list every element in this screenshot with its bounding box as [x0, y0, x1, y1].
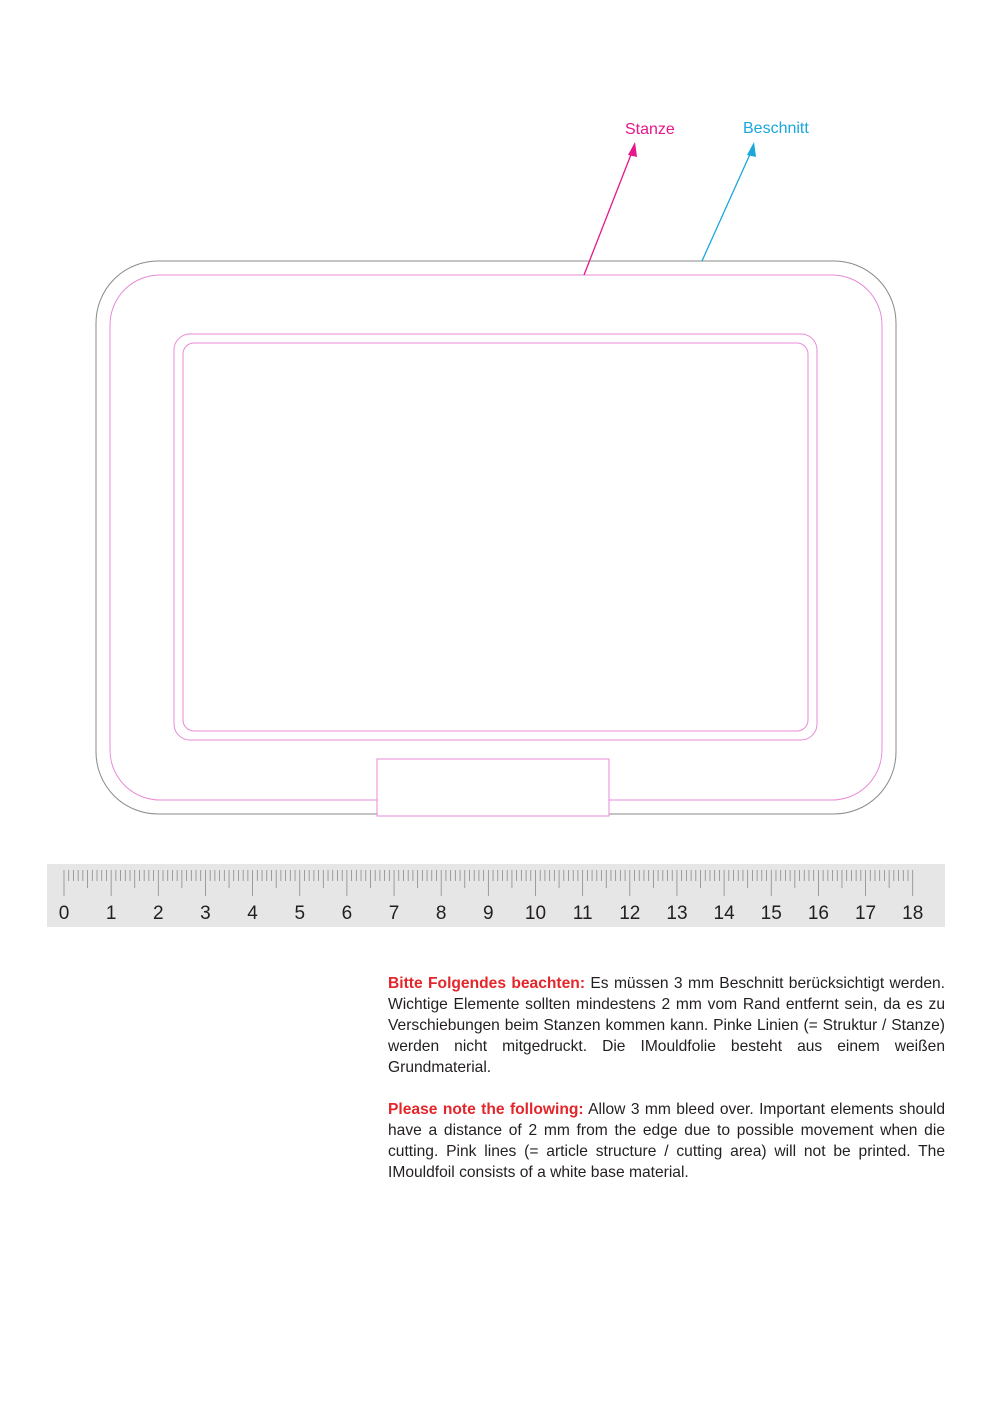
die-cut-outline [110, 275, 882, 800]
note-english-body: Allow 3 mm bleed over. Important elements should have a distance of 2 mm from the edge due to possible movement when die cutting. Pink lines (= article structure / cutting area) will not be printed. The IMouldfoil consists of a white base material. [388, 1101, 945, 1181]
ruler-number: 18 [902, 903, 924, 924]
ruler-number: 17 [854, 903, 877, 924]
ruler-number: 14 [713, 903, 735, 924]
beschnitt-arrow-line [702, 152, 751, 261]
inner-structure-outer [174, 334, 817, 740]
ruler-number: 0 [58, 903, 70, 924]
ruler-number: 9 [483, 903, 494, 924]
ruler-number: 5 [294, 903, 306, 924]
ruler-number: 12 [619, 903, 641, 924]
ruler-number: 3 [200, 903, 211, 924]
ruler-number: 1 [105, 903, 117, 924]
ruler-number: 10 [524, 903, 547, 924]
stanze-arrowhead [628, 142, 637, 157]
note-german [388, 973, 945, 1078]
ruler-scale [47, 864, 945, 927]
stanze-arrow-line [584, 152, 632, 275]
ruler-number: 11 [572, 903, 593, 924]
note-german-lead: Bitte Folgendes beachten: [388, 975, 586, 992]
ruler-number: 7 [388, 903, 400, 924]
ruler-number: 15 [760, 903, 782, 924]
inner-structure-inner [183, 343, 808, 731]
note-english [388, 1099, 945, 1183]
ruler-number: 2 [153, 903, 164, 924]
ruler-number: 8 [435, 903, 447, 924]
bottom-tab [377, 759, 609, 816]
ruler-number: 6 [341, 903, 353, 924]
ruler-number: 4 [247, 903, 258, 924]
ruler [47, 864, 945, 927]
note-german-body: Es müssen 3 mm Beschnitt berücksichtigt werden. Wichtige Elemente sollten mindestens 2 mm vom Rand entfernt sein, da es zu Verschiebungen beim Stanzen kommen kann. Pinke Linien (= Struktur / Stanze) werden nicht mitgedruckt. Die IMouldfolie besteht aus einem weißen Grundmaterial. [388, 975, 945, 1076]
stanze-label: Stanze [625, 121, 675, 138]
beschnitt-arrowhead [747, 142, 756, 157]
note-english-lead: Please note the following: [388, 1101, 584, 1118]
ruler-number: 16 [807, 903, 829, 924]
beschnitt-label: Beschnitt [743, 120, 809, 137]
ruler-number: 13 [666, 903, 688, 924]
